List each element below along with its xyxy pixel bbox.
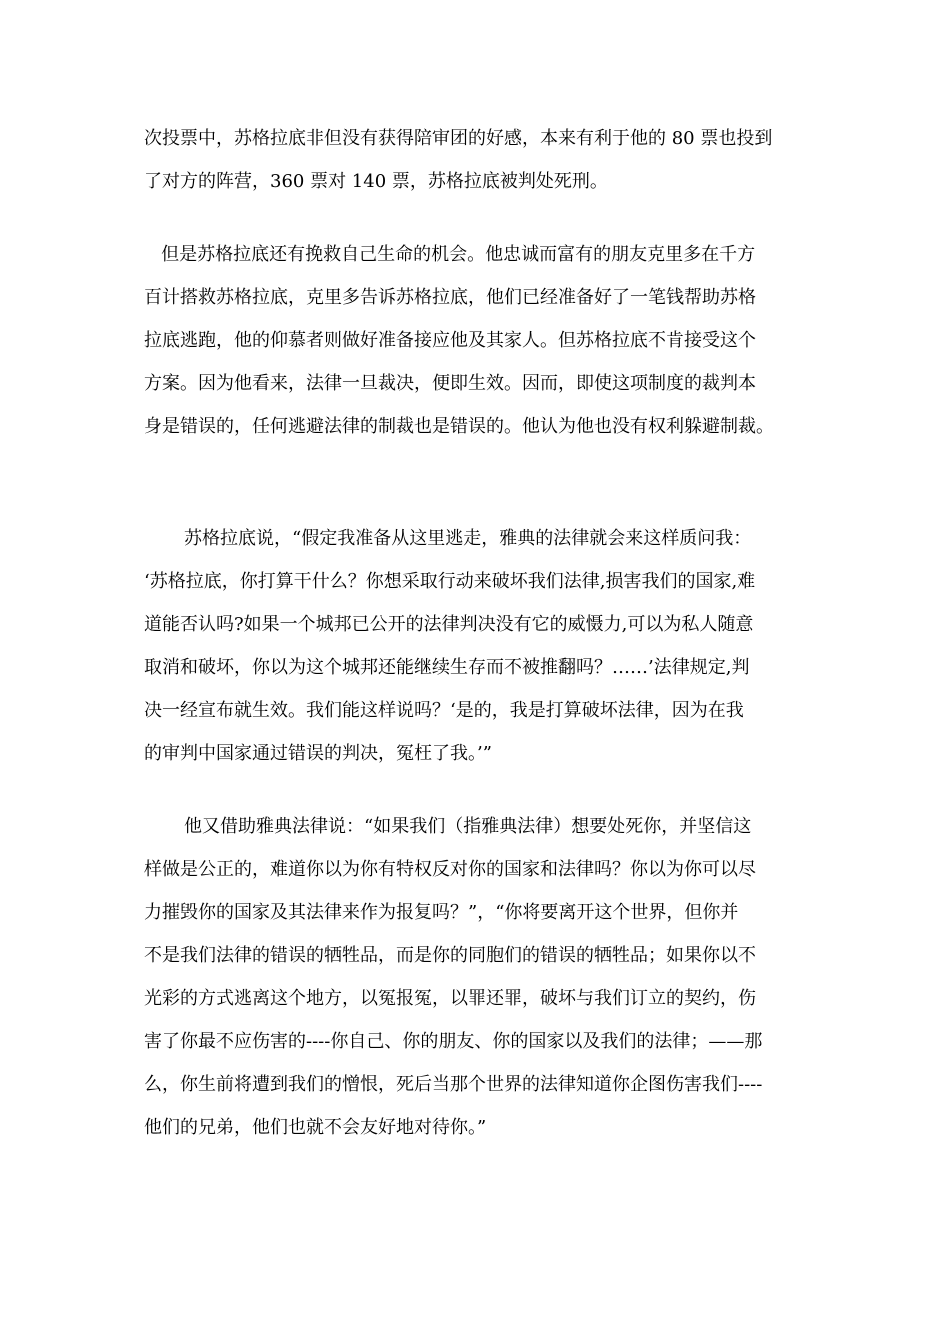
text-line: 害了你最不应伤害的----你自己、你的朋友、你的国家以及我们的法律；——那 [144,1031,763,1052]
text-line: 光彩的方式逃离这个地方，以冤报冤，以罪还罪，破坏与我们订立的契约，伤 [144,988,756,1009]
text-line: 身是错误的，任何逃避法律的制裁也是错误的。他认为他也没有权利躲避制裁。 [144,416,774,437]
text-line: 百计搭救苏格拉底，克里多告诉苏格拉底，他们已经准备好了一笔钱帮助苏格 [144,287,756,308]
text-line: 力摧毁你的国家及其法律来作为报复吗？”，“你将要离开这个世界，但你并 [144,902,739,923]
text-line: 取消和破坏，你以为这个城邦还能继续生存而不被推翻吗？……’法律规定,判 [144,657,750,678]
text-line: 样做是公正的，难道你以为你有特权反对你的国家和法律吗？你以为你可以尽 [144,859,756,880]
text-line: 次投票中，苏格拉底非但没有获得陪审团的好感，本来有利于他的 80 票也投到 [144,128,773,149]
text-line: 他又借助雅典法律说：“如果我们（指雅典法律）想要处死你，并坚信这 [144,816,752,837]
text-line: 他们的兄弟，他们也就不会友好地对待你。” [144,1117,487,1138]
text-line: 了对方的阵营，360 票对 140 票，苏格拉底被判处死刑。 [144,171,608,192]
text-line: 不是我们法律的错误的牺牲品，而是你的同胞们的错误的牺牲品；如果你以不 [144,945,756,966]
text-line: 但是苏格拉底还有挽救自己生命的机会。他忠诚而富有的朋友克里多在千方 [144,244,756,265]
paragraph-escape-chance [144,233,806,448]
text-line: ‘苏格拉底，你打算干什么？你想采取行动来破坏我们法律,损害我们的国家,难 [144,571,756,592]
text-line: 决一经宣布就生效。我们能这样说吗？‘是的，我是打算破坏法律，因为在我 [144,700,744,721]
paragraph-athenian-law [144,805,806,1149]
text-line: 的审判中国家通过错误的判决，冤枉了我。’” [144,743,492,764]
paragraph-socrates-speech [144,517,806,775]
text-line: 苏格拉底说，“假定我准备从这里逃走，雅典的法律就会来这样质问我： [144,528,752,549]
text-line: 么，你生前将遭到我们的憎恨，死后当那个世界的法律知道你企图伤害我们---- [144,1074,763,1095]
text-line: 方案。因为他看来，法律一旦裁决，便即生效。因而，即使这项制度的裁判本 [144,373,756,394]
text-line: 道能否认吗?如果一个城邦已公开的法律判决没有它的威慑力,可以为私人随意 [144,614,754,635]
paragraph-verdict [144,117,806,203]
text-line: 拉底逃跑，他的仰慕者则做好准备接应他及其家人。但苏格拉底不肯接受这个 [144,330,756,351]
